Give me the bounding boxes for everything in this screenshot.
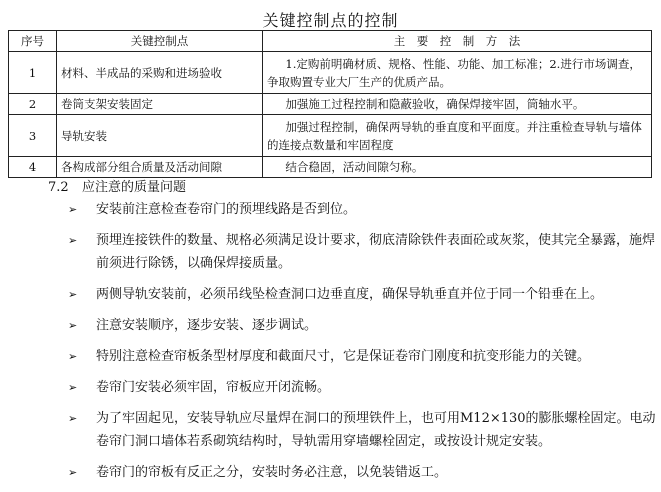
section-heading [48,176,186,195]
page-title: 关键控制点的控制 [262,11,399,30]
arrow-bullet-icon: ➢ [68,412,78,425]
row-control-point: 导轨安装 [57,115,263,157]
row-no: 2 [9,94,57,115]
row-method: 加强施工过程控制和隐蔽验收，确保焊接牢固，筒轴水平。 [263,94,652,115]
row-no: 1 [9,52,57,94]
list-item [68,407,656,453]
list-item-text: 卷帘门的帘板有反正之分，安装时务必注意，以免装错返工。 [96,465,448,480]
section-title: 应注意的质量问题 [82,180,187,195]
row-method: 结合稳固，活动间隙匀称。 [263,157,652,178]
arrow-bullet-icon: ➢ [68,203,78,216]
list-item-text: 特别注意检查帘板条型材厚度和截面尺寸，它是保证卷帘门刚度和抗变形能力的关键。 [96,349,591,364]
header-no: 序号 [9,31,57,52]
list-item [68,198,656,221]
list-item [68,314,656,337]
row-method: 加强过程控制，确保两导轨的垂直度和平面度。并注重检查导轨与墙体的连接点数量和牢固程度 [263,115,652,157]
arrow-bullet-icon: ➢ [68,466,78,479]
list-item [68,376,656,399]
header-control-point: 关键控制点 [57,31,263,52]
row-no: 4 [9,157,57,178]
arrow-bullet-icon: ➢ [68,288,78,301]
list-item [68,229,656,275]
table-row [9,115,652,157]
table-row [9,157,652,178]
table-row [9,52,652,94]
section-number: 7.2 [48,180,69,195]
table-row [9,94,652,115]
row-no: 3 [9,115,57,157]
row-control-point: 各构成部分组合质量及活动间隙 [57,157,263,178]
list-item-text: 预埋连接铁件的数量、规格必须满足设计要求，彻底清除铁件表面砼或灰浆，使其完全暴露，施焊前须进行除锈，以确保焊接质量。 [96,233,656,271]
table-header-row [9,31,652,52]
row-method: 1.定购前明确材质、规格、性能、功能、加工标准；2.进行市场调查，争取购置专业大厂生产的优质产品。 [263,52,652,94]
header-method: 主 要 控 制 方 法 [263,31,652,52]
list-item-text: 为了牢固起见，安装导轨应尽量焊在洞口的预埋铁件上，也可用M12×130的膨胀螺栓固定。电动卷帘门洞口墙体若系砌筑结构时，导轨需用穿墙螺栓固定，或按设计规定安装。 [96,411,656,449]
quality-issues-list [68,198,656,492]
list-item [68,283,656,306]
row-control-point: 卷筒支架安装固定 [57,94,263,115]
row-control-point: 材料、半成品的采购和进场验收 [57,52,263,94]
list-item [68,345,656,368]
list-item [68,461,656,484]
list-item-text: 注意安装顺序，逐步安装、逐步调试。 [96,318,318,333]
control-points-table [8,30,652,178]
arrow-bullet-icon: ➢ [68,319,78,332]
arrow-bullet-icon: ➢ [68,234,78,247]
list-item-text: 两侧导轨安装前，必须吊线坠检查洞口边垂直度，确保导轨垂直并位于同一个铅垂在上。 [96,287,604,302]
list-item-text: 安装前注意检查卷帘门的预埋线路是否到位。 [96,202,357,217]
list-item-text: 卷帘门安装必须牢固，帘板应开闭流畅。 [96,380,331,395]
arrow-bullet-icon: ➢ [68,381,78,394]
arrow-bullet-icon: ➢ [68,350,78,363]
